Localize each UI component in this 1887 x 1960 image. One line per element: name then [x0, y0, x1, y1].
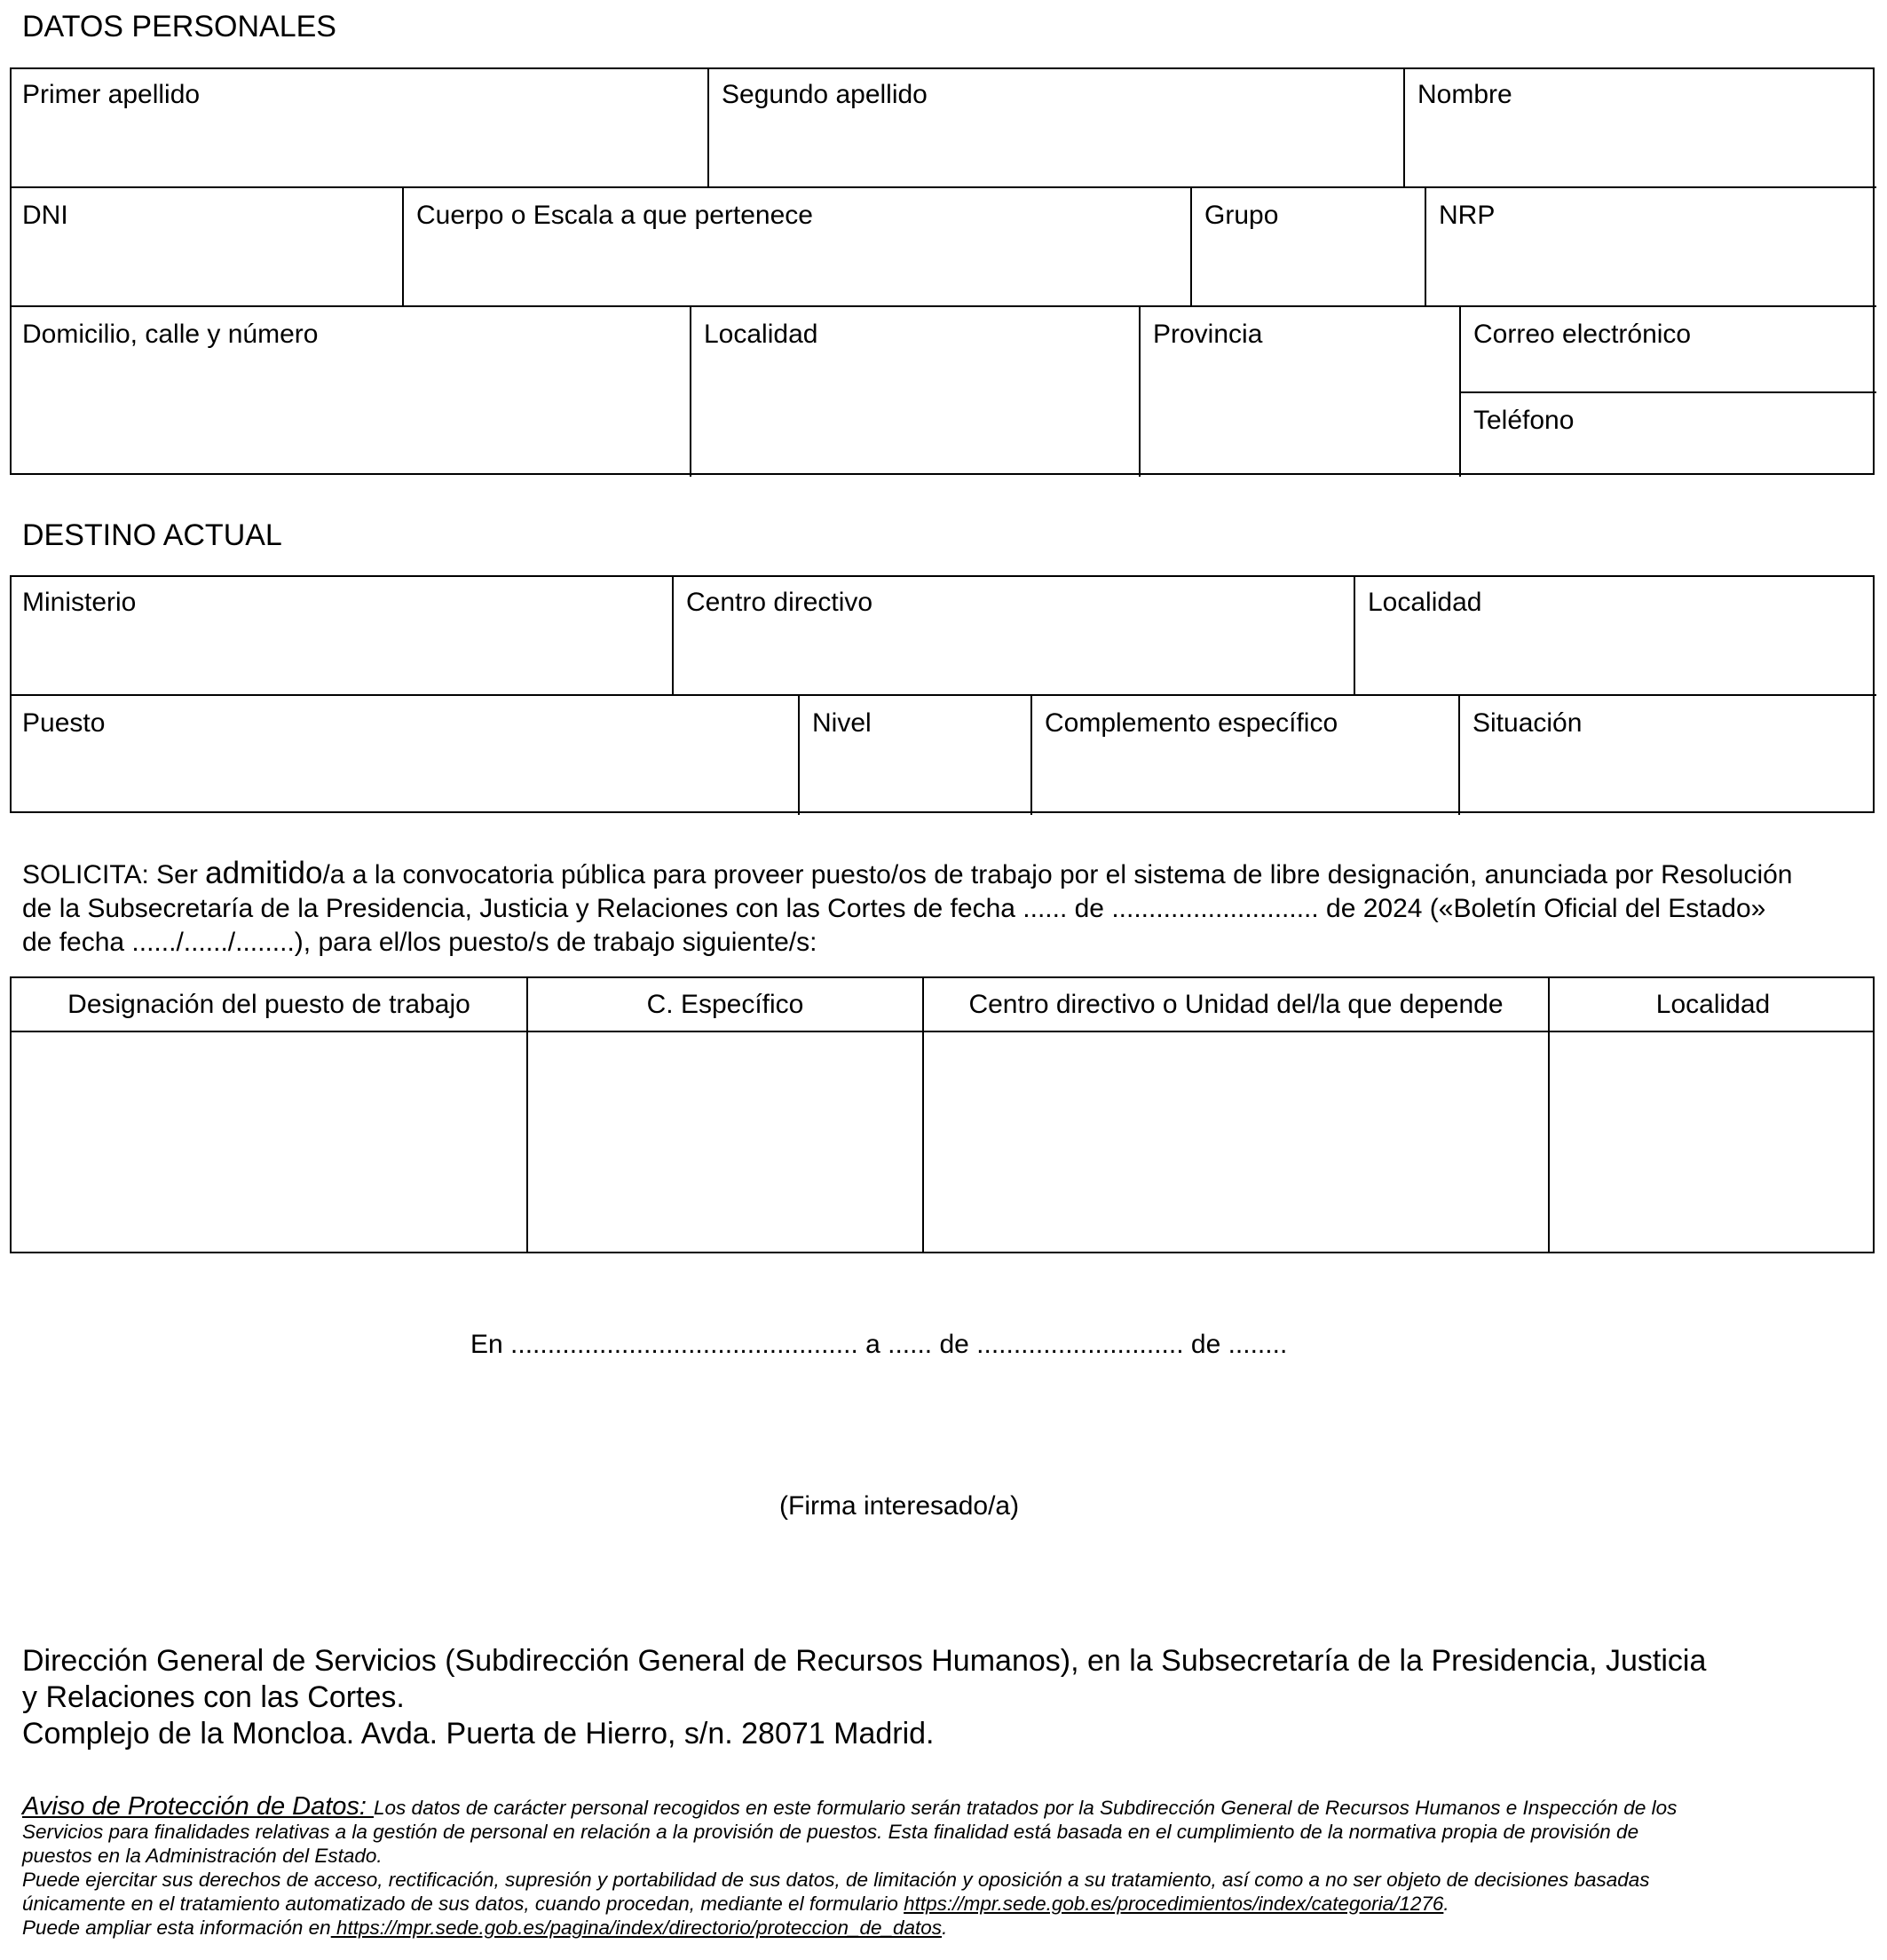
- privacy-notice: [22, 1792, 1678, 1940]
- label-puesto: Puesto: [22, 708, 106, 738]
- field-primer-apellido[interactable]: [10, 67, 707, 186]
- field-localidad[interactable]: [690, 305, 1139, 477]
- signature-date-line: En ............................................... a ...... de ............................ de ........: [470, 1330, 1288, 1359]
- label-primer-apellido: Primer apellido: [22, 80, 201, 109]
- field-nrp[interactable]: [1425, 186, 1876, 305]
- request-emph: admitido: [205, 856, 323, 890]
- field-ministerio[interactable]: [10, 575, 672, 694]
- label-ministerio: Ministerio: [22, 588, 137, 617]
- privacy-line-6: [22, 1916, 1677, 1940]
- address-line-1: Dirección General de Servicios (Subdirección General de Recursos Humanos), en la Subsecretaría de la Presidencia, Justicia: [22, 1644, 1707, 1678]
- privacy-line-1: [22, 1792, 1678, 1821]
- field-grupo[interactable]: [1190, 186, 1425, 305]
- section-title-personal: DATOS PERSONALES: [22, 10, 336, 43]
- field-dni[interactable]: [10, 186, 402, 305]
- field-nombre[interactable]: [1403, 67, 1876, 186]
- request-paragraph: [22, 857, 1877, 960]
- privacy-line5-text: únicamente en el tratamiento automatizado de sus datos, cuando procedan, mediante el formulario: [22, 1893, 904, 1915]
- label-telefono: Teléfono: [1473, 406, 1575, 435]
- request-line-2: de la Subsecretaría de la Presidencia, Justicia y Relaciones con las Cortes de fecha ...... de ............................ de 2024 («Boletín Oficial del Estado»: [22, 894, 1766, 923]
- field-puesto[interactable]: [10, 694, 798, 815]
- address-line-2: y Relaciones con las Cortes.: [22, 1680, 405, 1714]
- label-complemento: Complemento específico: [1045, 708, 1338, 738]
- label-dni: DNI: [22, 201, 68, 230]
- positions-cell-especifico[interactable]: [526, 1032, 922, 1252]
- field-domicilio[interactable]: [10, 305, 690, 477]
- field-cuerpo[interactable]: [402, 186, 1190, 305]
- field-provincia[interactable]: [1139, 305, 1459, 477]
- privacy-link-proteccion-datos[interactable]: https://mpr.sede.gob.es/pagina/index/directorio/proteccion_de_datos: [330, 1917, 943, 1939]
- privacy-line-3: puestos en la Administración del Estado.: [22, 1845, 383, 1867]
- positions-header-localidad: Localidad: [1548, 978, 1876, 1031]
- privacy-title: Aviso de Protección de Datos:: [22, 1792, 375, 1821]
- request-line1-rest: /a a la convocatoria pública para proveer puesto/os de trabajo por el sistema de libre designación, anunciada por Resolución: [322, 860, 1793, 889]
- positions-cell-centro[interactable]: [922, 1032, 1548, 1252]
- label-grupo: Grupo: [1204, 201, 1279, 230]
- section-title-current: DESTINO ACTUAL: [22, 518, 282, 552]
- privacy-line-2: Servicios para finalidades relativas a la gestión de personal en relación a la provisión de puestos. Esta finalidad está basada en el cumplimiento de la normativa propia de provisión de: [22, 1821, 1639, 1843]
- privacy-line1-text: Los datos de carácter personal recogidos en este formulario serán tratados por la Subdirección General de Recursos Humanos e Inspección de los: [374, 1797, 1678, 1819]
- label-nombre: Nombre: [1417, 80, 1512, 109]
- field-centro-directivo[interactable]: [672, 575, 1354, 694]
- label-provincia: Provincia: [1153, 320, 1263, 349]
- request-line-1: [22, 857, 1877, 892]
- positions-header-centro: Centro directivo o Unidad del/la que depende: [922, 978, 1548, 1031]
- privacy-line6-text: Puede ampliar esta información en: [22, 1917, 331, 1939]
- label-domicilio: Domicilio, calle y número: [22, 320, 319, 349]
- positions-header-designacion: Designación del puesto de trabajo: [67, 990, 470, 1019]
- label-segundo-apellido: Segundo apellido: [722, 80, 928, 109]
- personal-data-table: [10, 67, 1875, 475]
- positions-table: [10, 976, 1875, 1253]
- label-centro-directivo: Centro directivo: [686, 588, 873, 617]
- label-nivel: Nivel: [812, 708, 872, 738]
- privacy-line-5: [22, 1892, 1677, 1916]
- label-correo: Correo electrónico: [1473, 320, 1692, 349]
- request-line-3: de fecha ....../....../........), para el/los puesto/s de trabajo siguiente/s:: [22, 928, 817, 957]
- privacy-line5-end: .: [1443, 1893, 1449, 1915]
- field-nivel[interactable]: [798, 694, 1030, 815]
- label-nrp: NRP: [1439, 201, 1496, 230]
- field-situacion[interactable]: [1458, 694, 1876, 815]
- field-localidad-destino[interactable]: [1354, 575, 1876, 694]
- submission-address: [22, 1643, 1706, 1752]
- address-line-3: Complejo de la Moncloa. Avda. Puerta de Hierro, s/n. 28071 Madrid.: [22, 1717, 935, 1751]
- field-telefono[interactable]: [1459, 391, 1876, 477]
- label-localidad-destino: Localidad: [1368, 588, 1482, 617]
- label-localidad: Localidad: [704, 320, 818, 349]
- request-prefix: SOLICITA: Ser: [22, 860, 206, 889]
- privacy-link-procedimientos[interactable]: https://mpr.sede.gob.es/procedimientos/index/categoria/1276: [904, 1893, 1444, 1915]
- field-complemento[interactable]: [1030, 694, 1458, 815]
- privacy-line6-end: .: [942, 1917, 948, 1939]
- field-segundo-apellido[interactable]: [707, 67, 1403, 186]
- positions-header-especifico: C. Específico: [526, 978, 922, 1031]
- positions-cell-localidad[interactable]: [1548, 1032, 1873, 1252]
- label-situacion: Situación: [1472, 708, 1583, 738]
- privacy-line-4: Puede ejercitar sus derechos de acceso, rectificación, supresión y portabilidad de sus datos, de limitación y oposición a su tratamiento, así como a no ser objeto de decisiones basadas: [22, 1869, 1650, 1891]
- field-correo[interactable]: [1459, 305, 1876, 391]
- positions-cell-designacion[interactable]: [12, 1032, 526, 1252]
- signature-caption: (Firma interesado/a): [779, 1491, 1020, 1521]
- label-cuerpo: Cuerpo o Escala a que pertenece: [416, 201, 813, 230]
- current-post-table: [10, 575, 1875, 813]
